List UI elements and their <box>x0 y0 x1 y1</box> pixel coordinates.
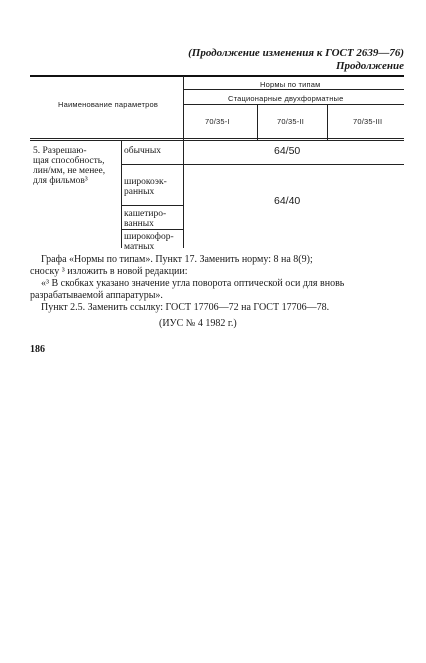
film-type-widescreen-line-2: ранных <box>124 187 155 197</box>
type-col-divider-2 <box>327 104 328 140</box>
paragraph-2-line-1: «³ В скобках указано значение угла поворота оптической оси для вновь <box>41 278 345 289</box>
header-bottom-border <box>30 138 404 139</box>
row-label-line-2: щая способность, <box>33 156 105 166</box>
row-divider-1 <box>121 164 404 165</box>
type-col-3: 70/35-III <box>353 117 383 126</box>
paragraph-3: Пункт 2.5. Заменить ссылку: ГОСТ 17706—72 на ГОСТ 17706—78. <box>41 302 330 313</box>
row-label-line-1: 5. Разрешаю- <box>33 146 87 156</box>
table-top-border <box>30 75 404 77</box>
row-divider-3 <box>121 205 183 206</box>
type-col-2: 70/35-II <box>277 117 305 126</box>
param-column-divider <box>183 76 184 248</box>
value-other-films: 64/40 <box>274 195 301 207</box>
subgroup-header: Стационарные двухформатные <box>228 94 344 103</box>
norms-header-divider <box>183 89 404 90</box>
continuation-label: Продолжение <box>335 60 404 72</box>
row-label-line-3: лин/мм, не менее, <box>33 166 106 176</box>
film-type-widescreen-line-1: широкоэк- <box>124 177 167 187</box>
paragraph-1-line-1: Графа «Нормы по типам». Пункт 17. Заменить норму: 8 на 8(9); <box>41 254 313 265</box>
paragraph-1-line-2: сноску ³ изложить в новой редакции: <box>30 266 188 277</box>
film-type-ordinary: обычных <box>124 146 161 156</box>
film-type-masked-line-2: ванных <box>124 219 154 229</box>
page-number: 186 <box>30 344 45 355</box>
type-col-1: 70/35-I <box>205 117 230 126</box>
continuation-title: (Продолжение изменения к ГОСТ 2639—76) <box>188 47 404 59</box>
ius-reference: (ИУС № 4 1982 г.) <box>159 318 237 329</box>
film-type-wide-format-line-2: матных <box>124 242 155 252</box>
row-divider-4 <box>121 229 183 230</box>
film-type-wide-format-line-1: широкофор- <box>124 232 174 242</box>
value-ordinary: 64/50 <box>274 145 301 157</box>
paragraph-2-line-2: разрабатываемой аппаратуры». <box>30 290 163 301</box>
film-type-masked-line-1: кашетиро- <box>124 209 167 219</box>
norms-header: Нормы по типам <box>260 80 321 89</box>
param-header: Наименование параметров <box>58 100 159 109</box>
header-bottom-border-double <box>30 140 404 141</box>
subgroup-header-divider <box>183 104 404 105</box>
type-col-divider-1 <box>257 104 258 140</box>
film-type-divider <box>121 141 122 248</box>
row-label-line-4: для фильмов³ <box>33 176 88 186</box>
